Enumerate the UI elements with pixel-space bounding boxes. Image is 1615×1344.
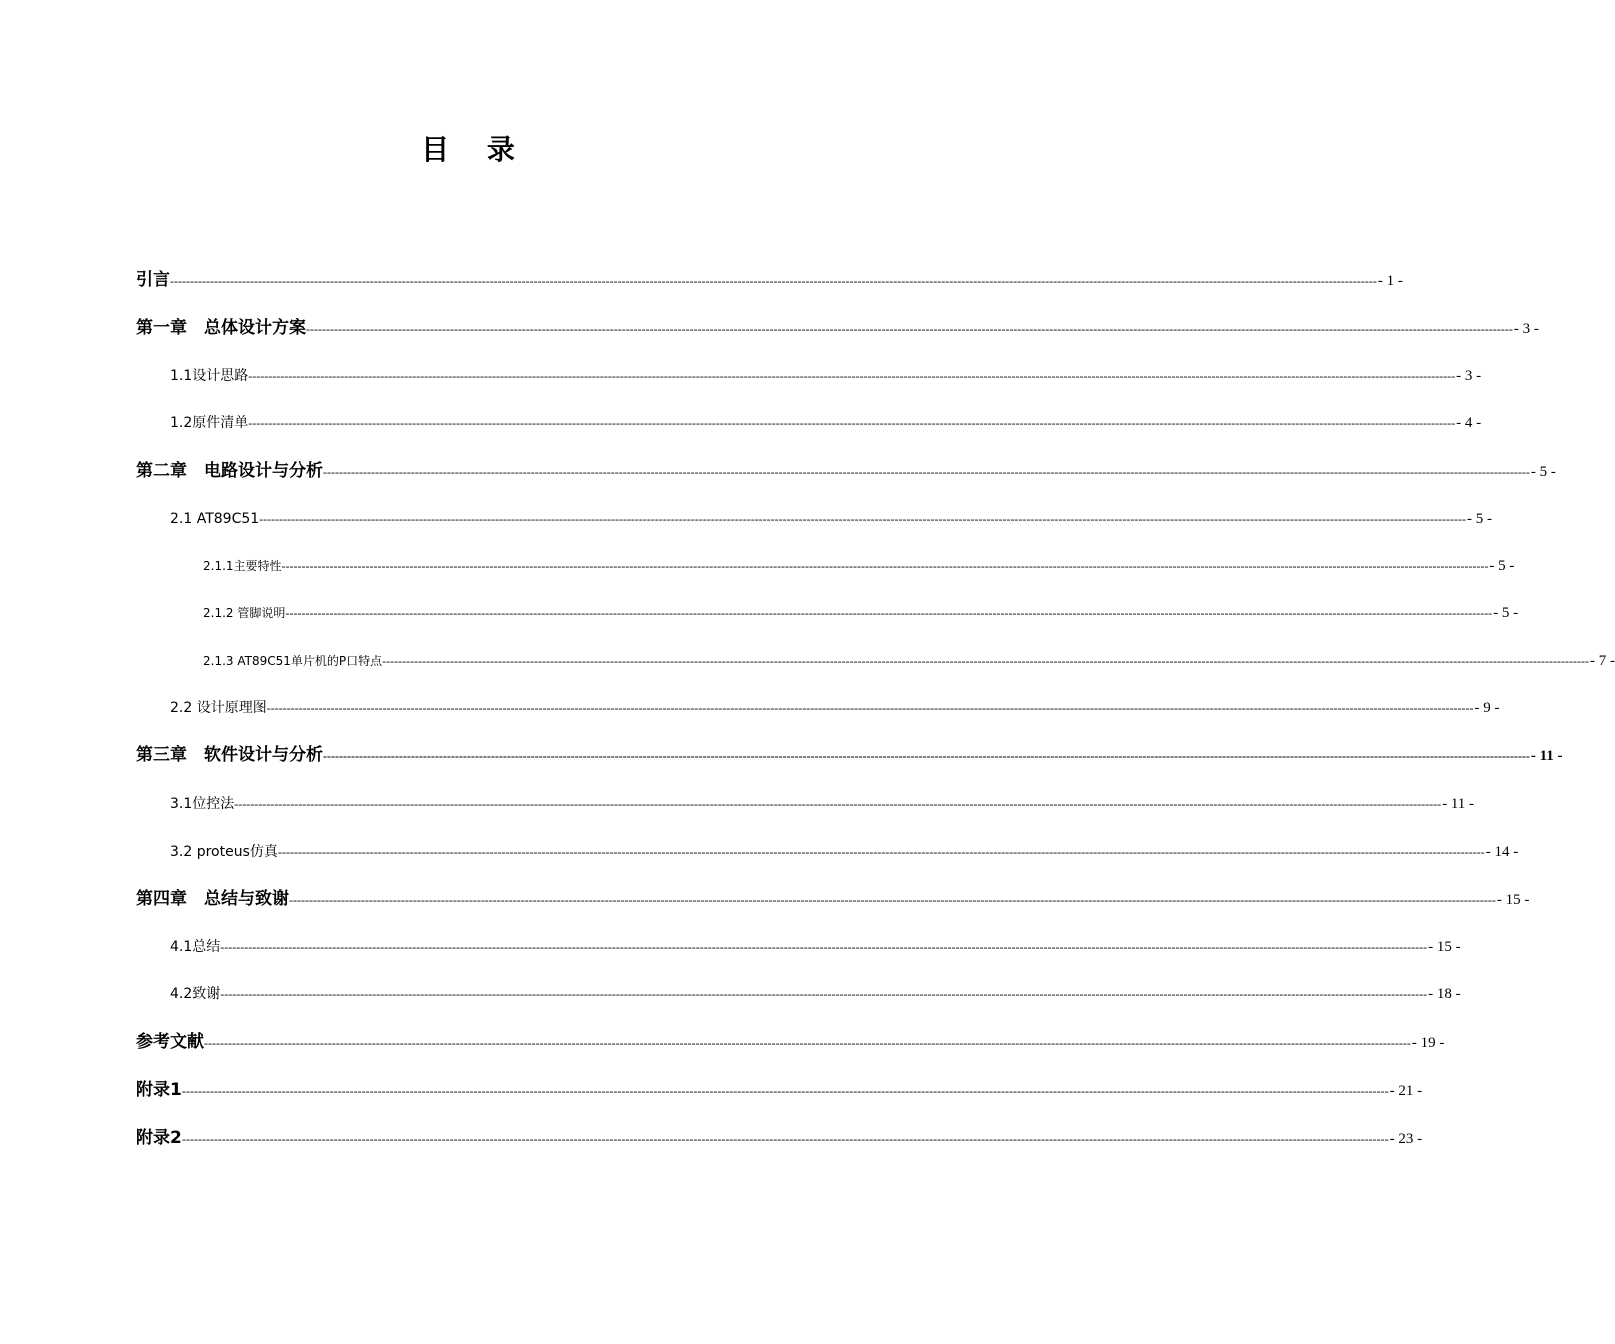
- toc-entry-page: - 5 -: [1489, 558, 1515, 574]
- toc-entry-2-1-3[interactable]: [203, 649, 1615, 673]
- toc-dot-leader: --------------------------------------------------------------------------------------------------------------------------------------------------------------------------------------------------------------------------------------------------------------------------------------------------------------: [248, 369, 1456, 383]
- toc-dot-leader: --------------------------------------------------------------------------------------------------------------------------------------------------------------------------------------------------------------------------------------------------------------------------------------------------------------: [248, 416, 1456, 430]
- toc-dot-leader: --------------------------------------------------------------------------------------------------------------------------------------------------------------------------------------------------------------------------------------------------------------------------------------------------------------: [220, 987, 1428, 1001]
- toc-entry-page: - 19 -: [1411, 1035, 1445, 1051]
- toc-dot-leader: --------------------------------------------------------------------------------------------------------------------------------------------------------------------------------------------------------------------------------------------------------------------------------------------------------------: [181, 1084, 1389, 1098]
- toc-entry-page: - 5 -: [1467, 511, 1492, 527]
- toc-entry-label: 4.1总结: [170, 939, 221, 955]
- toc-entry-chapter-4[interactable]: [136, 887, 1530, 911]
- toc-entry-page: - 7 -: [1589, 653, 1615, 669]
- toc-entry-appendix-2[interactable]: [136, 1126, 1423, 1150]
- toc-entry-chapter-3[interactable]: [136, 743, 1563, 767]
- toc-dot-leader: --------------------------------------------------------------------------------------------------------------------------------------------------------------------------------------------------------------------------------------------------------------------------------------------------------------: [289, 893, 1496, 907]
- toc-entry-chapter-2[interactable]: [136, 459, 1556, 483]
- toc-entry-label: 第三章 软件设计与分析: [136, 745, 323, 765]
- toc-entry-page: - 1 -: [1377, 273, 1403, 289]
- toc-entry-page: - 23 -: [1389, 1131, 1423, 1147]
- toc-entry-page: - 5 -: [1493, 605, 1519, 621]
- toc-entry-label: 3.2 proteus仿真: [170, 844, 278, 860]
- toc-entry-page: - 5 -: [1530, 464, 1556, 480]
- toc-dot-leader: --------------------------------------------------------------------------------------------------------------------------------------------------------------------------------------------------------------------------------------------------------------------------------------------------------------: [259, 512, 1466, 526]
- toc-entry-appendix-1[interactable]: [136, 1078, 1423, 1102]
- toc-entry-label: 参考文献: [136, 1032, 204, 1052]
- toc-entry-4-2[interactable]: [170, 982, 1461, 1006]
- toc-dot-leader: --------------------------------------------------------------------------------------------------------------------------------------------------------------------------------------------------------------------------------------------------------------------------------------------------------------: [277, 845, 1485, 859]
- toc-entry-page: - 9 -: [1474, 700, 1500, 716]
- toc-dot-leader: --------------------------------------------------------------------------------------------------------------------------------------------------------------------------------------------------------------------------------------------------------------------------------------------------------------: [382, 654, 1589, 668]
- toc-entry-page: - 15 -: [1496, 892, 1530, 908]
- toc-entry-page: - 3 -: [1456, 368, 1482, 384]
- toc-entry-page: - 18 -: [1428, 986, 1461, 1002]
- toc-entry-chapter-1[interactable]: [136, 316, 1539, 340]
- toc-entry-2-1[interactable]: [170, 507, 1492, 531]
- toc-entry-page: - 11 -: [1530, 748, 1563, 764]
- toc-entry-page: - 21 -: [1389, 1083, 1423, 1099]
- toc-entry-label: 2.1 AT89C51: [170, 511, 260, 527]
- toc-entry-label: 2.1.3 AT89C51单片机的P口特点: [203, 654, 383, 668]
- toc-dot-leader: --------------------------------------------------------------------------------------------------------------------------------------------------------------------------------------------------------------------------------------------------------------------------------------------------------------: [170, 274, 1377, 288]
- toc-entry-page: - 3 -: [1513, 321, 1539, 337]
- toc-dot-leader: --------------------------------------------------------------------------------------------------------------------------------------------------------------------------------------------------------------------------------------------------------------------------------------------------------------: [285, 606, 1493, 620]
- toc-dot-leader: --------------------------------------------------------------------------------------------------------------------------------------------------------------------------------------------------------------------------------------------------------------------------------------------------------------: [181, 1132, 1389, 1146]
- toc-entry-label: 3.1位控法: [170, 796, 235, 812]
- toc-entry-page: - 11 -: [1442, 796, 1475, 812]
- toc-entry-1-2[interactable]: [170, 411, 1482, 435]
- toc-entry-label: 附录1: [136, 1080, 182, 1100]
- toc-entry-2-1-1[interactable]: [203, 554, 1515, 578]
- toc-dot-leader: --------------------------------------------------------------------------------------------------------------------------------------------------------------------------------------------------------------------------------------------------------------------------------------------------------------: [234, 797, 1442, 811]
- toc-entry-references[interactable]: [136, 1030, 1445, 1054]
- toc-entry-2-2[interactable]: [170, 696, 1500, 720]
- toc-entry-1-1[interactable]: [170, 364, 1482, 388]
- toc-entry-label: 1.2原件清单: [170, 415, 249, 431]
- toc-entry-2-1-2[interactable]: [203, 601, 1519, 625]
- toc-entry-label: 1.1设计思路: [170, 368, 249, 384]
- toc-entry-label: 2.2 设计原理图: [170, 700, 267, 716]
- toc-dot-leader: --------------------------------------------------------------------------------------------------------------------------------------------------------------------------------------------------------------------------------------------------------------------------------------------------------------: [266, 701, 1474, 715]
- toc-entry-page: - 15 -: [1428, 939, 1461, 955]
- toc-dot-leader: --------------------------------------------------------------------------------------------------------------------------------------------------------------------------------------------------------------------------------------------------------------------------------------------------------------: [220, 940, 1428, 954]
- toc-dot-leader: --------------------------------------------------------------------------------------------------------------------------------------------------------------------------------------------------------------------------------------------------------------------------------------------------------------: [323, 749, 1530, 763]
- toc-entry-label: 第二章 电路设计与分析: [136, 461, 323, 481]
- toc-entry-3-2[interactable]: [170, 840, 1519, 864]
- toc-entry-label: 4.2致谢: [170, 986, 221, 1002]
- toc-entry-3-1[interactable]: [170, 792, 1475, 816]
- toc-entry-page: - 4 -: [1456, 415, 1482, 431]
- toc-entry-introduction[interactable]: [136, 268, 1403, 292]
- page-title: 目 录: [421, 133, 529, 166]
- toc-entry-label: 第一章 总体设计方案: [136, 318, 306, 338]
- toc-dot-leader: --------------------------------------------------------------------------------------------------------------------------------------------------------------------------------------------------------------------------------------------------------------------------------------------------------------: [204, 1036, 1411, 1050]
- toc-entry-label: 2.1.1主要特性: [203, 559, 282, 573]
- toc-entry-4-1[interactable]: [170, 935, 1461, 959]
- toc-entry-page: - 14 -: [1485, 844, 1519, 860]
- toc-dot-leader: --------------------------------------------------------------------------------------------------------------------------------------------------------------------------------------------------------------------------------------------------------------------------------------------------------------: [306, 322, 1513, 336]
- toc-entry-label: 第四章 总结与致谢: [136, 889, 289, 909]
- toc-entry-label: 引言: [136, 270, 170, 290]
- toc-entry-label: 附录2: [136, 1128, 182, 1148]
- toc-dot-leader: --------------------------------------------------------------------------------------------------------------------------------------------------------------------------------------------------------------------------------------------------------------------------------------------------------------: [323, 465, 1530, 479]
- toc-dot-leader: --------------------------------------------------------------------------------------------------------------------------------------------------------------------------------------------------------------------------------------------------------------------------------------------------------------: [281, 559, 1489, 573]
- toc-entry-label: 2.1.2 管脚说明: [203, 606, 286, 620]
